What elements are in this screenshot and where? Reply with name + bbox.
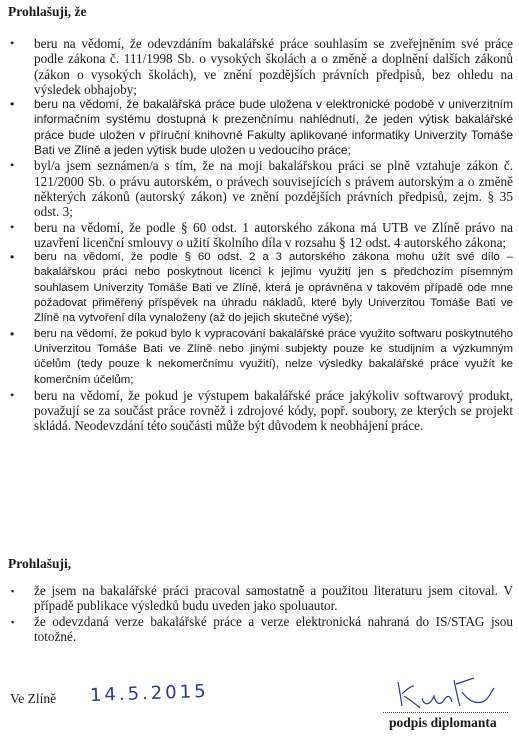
list-item bbox=[0, 97, 519, 158]
signing-place: Ve Zlíně bbox=[10, 691, 57, 706]
list-item bbox=[0, 220, 519, 251]
section1-list bbox=[0, 36, 519, 434]
bullet-icon: • bbox=[10, 387, 15, 402]
list-item bbox=[0, 36, 519, 97]
bullet-icon: • bbox=[10, 326, 15, 341]
square-bullet-icon: ▪ bbox=[11, 586, 15, 596]
list-item-text: beru na vědomí, že pokud bylo k vypracování bakalářské práce využito softwaru poskytnutého Univerzitou Tomáše Bati ve Zlíně nebo jinými subjekty pouze ke studijním a výzkumným účelům (tedy pouze k nekomerčnímu využití), nelze výsledky bakalářské práce využít ke komerčním účelům; bbox=[34, 327, 513, 386]
section2-list bbox=[0, 583, 519, 644]
list-item-text: beru na vědomí, že podle § 60 odst. 1 autorského zákona má UTB ve Zlíně právo na uzavření licenční smlouvy o užití školního díla v rozsahu § 12 odst. 4 autorského zákona; bbox=[34, 219, 513, 250]
list-item-text: byl/a jsem seznámen/a s tím, že na moji bakalářskou práci se plně vztahuje zákon č. 121/2000 Sb. o právu autorském, o právech souvisejících s právem autorským a o změně některých zákonů (autorský zákon) ve znění pozdějších právních předpisů, zejm. § 35 odst. 3; bbox=[34, 158, 513, 220]
section1-heading: Prohlašuji, že bbox=[8, 4, 87, 19]
section2-heading: Prohlašuji, bbox=[8, 556, 72, 571]
handwritten-signature bbox=[390, 674, 500, 714]
signature-caption: podpis diplomanta bbox=[389, 715, 497, 730]
bullet-icon: • bbox=[10, 250, 15, 265]
list-item bbox=[0, 388, 519, 434]
signature-line bbox=[383, 712, 508, 713]
list-item bbox=[0, 327, 519, 388]
list-item-text: že jsem na bakalářské práci pracoval samostatně a použitou literaturu jsem citoval. V případě publikace výsledků budu uveden jako spoluautor. bbox=[34, 583, 513, 614]
handwritten-date: 14.5.2015 bbox=[89, 680, 209, 707]
bullet-icon: • bbox=[10, 158, 15, 173]
bullet-icon: • bbox=[10, 36, 15, 50]
list-item bbox=[0, 158, 519, 219]
list-item bbox=[0, 583, 519, 614]
square-bullet-icon: ▪ bbox=[11, 616, 15, 627]
list-item bbox=[0, 250, 519, 326]
list-item-text: beru na vědomí, že bakalářská práce bude uložena v elektronické podobě v univerzitním informačním systému dostupná k prezenčnímu nahlédnutí, že jeden výtisk bakalářské práce bude uložen v příruční knihovně Fakulty aplikované informatiky Univerzity Tomáše Bati ve Zlíně a jeden výtisk bude uložen u vedoucího práce; bbox=[34, 97, 513, 158]
list-item-text: beru na vědomí, že odevzdáním bakalářské práce souhlasím se zveřejněním své práce podle zákona č. 111/1998 Sb. o vysokých školách a o změně a doplnění dalších zákonů (zákon o vysokých školách), ve znění pozdějších právních předpisů, bez ohledu na výsledek obhajoby; bbox=[34, 36, 513, 97]
bullet-icon: • bbox=[10, 97, 15, 112]
list-item bbox=[0, 614, 519, 645]
list-item-text: beru na vědomí, že pokud je výstupem bakalářské práce jakýkoliv softwarový produkt, považují se za součást práce rovněž i zdrojové kódy, popř. soubory, ze kterých se projekt skládá. Neodevzdání této součásti může být důvodem k neobhájení práce. bbox=[34, 387, 513, 434]
bullet-icon: • bbox=[10, 219, 15, 234]
list-item-text: beru na vědomí, že podle § 60 odst. 2 a 3 autorského zákona mohu užít své dílo – bakalářskou práci nebo poskytnout licenci k jejímu využití jen s předchozím písemným souhlasem Univerzity Tomáše Bati ve Zlíně, která je oprávněna v takovém případě ode mne požadovat přiměřený příspěvek na úhradu nákladů, které byly Univerzitou Tomáše Bati ve Zlíně na vytvoření díla vynaloženy (až do jejich skutečné výše); bbox=[34, 251, 513, 325]
list-item-text: že odevzdaná verze bakalářské práce a verze elektronická nahraná do IS/STAG jsou totožné. bbox=[34, 613, 513, 644]
